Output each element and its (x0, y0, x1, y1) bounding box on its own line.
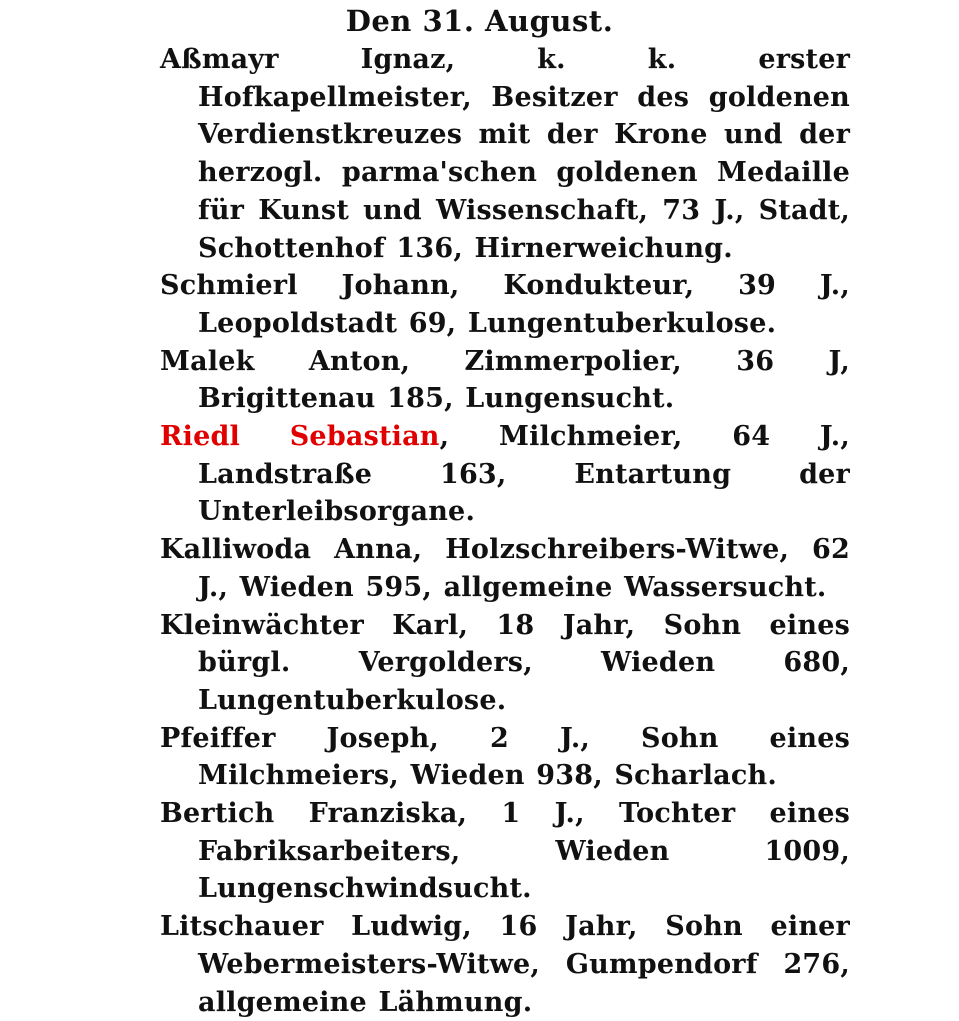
entry-name: Kalliwoda Anna, (160, 534, 423, 566)
entry-name: Bertich Franziska, (160, 798, 468, 830)
register-entry-litschauer (160, 908, 850, 1021)
death-register-list (160, 41, 850, 1021)
register-entry-kleinwaechter (160, 607, 850, 720)
entry-details: 1 J., Tochter eines Fabriksarbeiters, Wieden 1009, Lungenschwindsucht. (198, 798, 850, 905)
entry-name: Schmierl Johann, (160, 270, 460, 302)
register-entry-riedl (160, 418, 850, 531)
register-entry-schmierl (160, 267, 850, 342)
entry-details: , Milchmeier, 64 J., Landstraße 163, Entartung der Unterleibsorgane. (198, 421, 851, 528)
entry-name: Malek Anton, (160, 345, 411, 377)
register-entry-kalliwoda (160, 531, 850, 606)
register-entry-malek (160, 343, 850, 418)
entry-details: Holzschreibers-Witwe, 62 J., Wieden 595, allgemeine Wassersucht. (198, 534, 850, 603)
entry-name-highlighted: Riedl Sebastian (160, 421, 440, 453)
entry-name: Aßmayr Ignaz, (160, 44, 456, 75)
entry-details: 2 J., Sohn eines Milchmeiers, Wieden 938, Scharlach. (198, 722, 850, 792)
entry-name: Kleinwächter Karl, (160, 609, 469, 641)
entry-name: Pfeiffer Joseph, (160, 722, 440, 754)
entry-details: k. k. erster Hofkapellmeister, Besitzer des goldenen Verdienstkreuzes mit der Krone und der herzogl. parma'schen goldenen Medaille für Kunst und Wissenschaft, 73 J., Stadt, Schottenhof 136, Hirnerweichung. (198, 44, 850, 264)
entry-details: 16 Jahr, Sohn einer Webermeisters-Witwe, Gumpendorf 276, allgemeine Lähmung. (198, 911, 850, 1018)
register-entry-bertich (160, 795, 850, 908)
entry-details: Zimmerpolier, 36 J, Brigittenau 185, Lungensucht. (198, 345, 850, 415)
entry-details: Kondukteur, 39 J., Leopoldstadt 69, Lungentuberkulose. (198, 270, 850, 339)
page-heading: Den 31. August. (345, 4, 614, 38)
entry-name: Litschauer Ludwig, (160, 911, 472, 943)
register-entry-assmayr (160, 41, 850, 267)
register-entry-pfeiffer (160, 720, 850, 795)
entry-details: 18 Jahr, Sohn eines bürgl. Vergolders, Wieden 680, Lungentuberkulose. (198, 609, 850, 716)
